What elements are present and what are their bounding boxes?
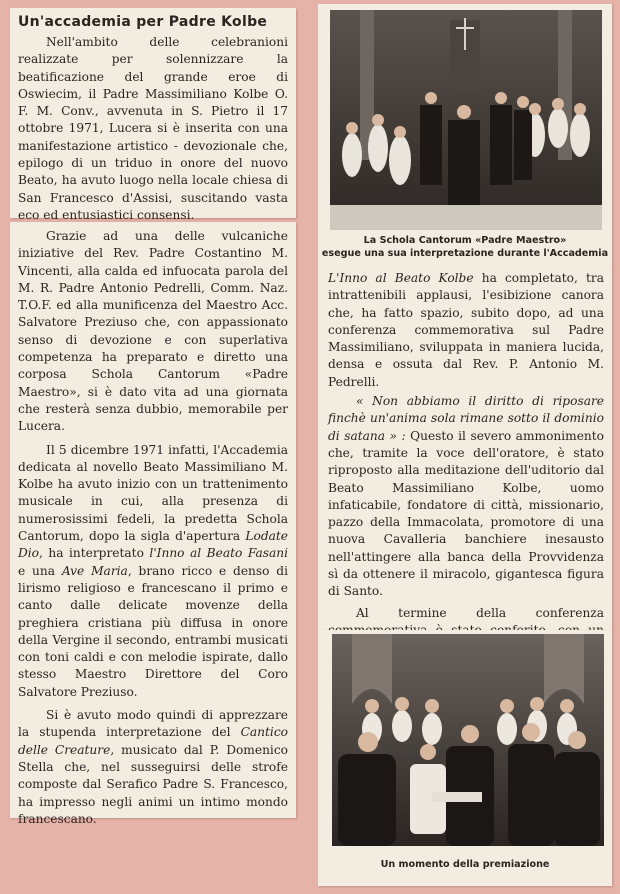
photo-clip-award	[318, 630, 612, 886]
article-title: Un'accademia per Padre Kolbe	[18, 14, 268, 30]
article-clip-right	[318, 268, 612, 630]
award-photo	[332, 634, 604, 846]
award-photo-caption: Un momento della premiazione	[380, 859, 550, 870]
choir-photo-caption	[318, 234, 612, 260]
article-clip-body	[10, 222, 296, 826]
photo-clip-choir	[318, 4, 612, 268]
article-paragraph-5: L'Inno al Beato Kolbe ha completato, tra intrattenibili applausi, l'esibizione canora che, ha fatto spazio, subito dopo, ad una conferenza commemorativa sul Padre Massimiliano, sviluppata in maniera lucida, densa e ossuta dal Rev. P. Antonio M. Pedrelli.	[328, 271, 604, 389]
award-photo-image	[332, 634, 604, 846]
article-paragraph-1: Nell'ambito delle celebranioni realizzate per solennizzare la beatificazione del grande eroe di Oswiecim, il Padre Massimiliano Kolbe O. F. M. Conv., avvenuta in S. Pietro il 17 ottobre 1971, Lucera si è inserita con una manifestazione artistico - devozionale che, epilogo di un triduo in onore del nuovo Beato, ha avuto luogo nella locale chiesa di San Francesco d'Assisi, suscitando vasta eco ed entusiastici consensi.	[18, 35, 288, 222]
caption-line-2: esegue una sua interpretazione durante l'Accademia	[321, 248, 609, 259]
article-paragraph-3: Il 5 dicembre 1971 infatti, l'Accademia dedicata al novello Beato Massimiliano M. Kolbe ha avuto inizio con un trattenimento musicale in cui, alla presenza di numerosissimi fedeli, la predetta Schola Cantorum, dopo la sigla d'apertura Lodate Dio, ha interpretato l'Inno al Beato Fasani e una Ave Maria, brano ricco e denso di lirismo religioso e francescano il primo e canto dalle delicate movenze della preghiera cristiana più diffusa in onore della Vergine il secondo, entrambi musicati con toni caldi e con melodie ispirate, dallo stesso Maestro Direttore del Coro Salvatore Preziuso.	[18, 442, 289, 699]
article-paragraph-4: Si è avuto modo quindi di apprezzare la stupenda interpretazione del Cantico delle Creature, musicato dal P. Domenico Stella che, nel susseguirsi delle strofe composte dal Serafico Padre S. Francesco, ha impresso negli animi un intimo mondo francescano.	[18, 708, 288, 826]
article-clip-intro	[10, 8, 296, 222]
caption-line-1: La Schola Cantorum «Padre Maestro»	[363, 235, 567, 246]
choir-photo-image	[330, 10, 602, 230]
choir-photo	[330, 10, 602, 230]
article-paragraph-7: Al termine della conferenza	[356, 605, 604, 620]
article-paragraph-2: Grazie ad una delle vulcaniche iniziative del Rev. Padre Costantino M. Vincenti, alla calda ed infuocata parola del M. R. Padre Antonio Pedrelli, Comm. Naz. T.O.F. ed alla munificenza del Maestro Acc. Salvatore Preziuso che, con appassionato senso di devozione e con superlativa competenza ha preparato e diretto una corposa Schola Cantorum «Padre Maestro», si è dato vita ad una giornata che resterà senza dubbio, memorabile per Lucera.	[18, 229, 288, 434]
article-paragraph-6: « Non abbiamo il diritto di riposare finchè un'anima sola rimane sotto il dominio di satana » : Questo il severo ammonimento che, tramite la voce dell'oratore, è stato riproposto alla meditazione dell'uditorio dal Beato Massimiliano Kolbe, uomo infaticabile, fondatore di città, missionario, pazzo della Immacolata, promotore di una nuova Cavalleria banchiere inesausto nell'attingere alla banca della Provvidenza sì da ottenere il miracolo, gigantesca figura di Santo.	[328, 394, 605, 599]
